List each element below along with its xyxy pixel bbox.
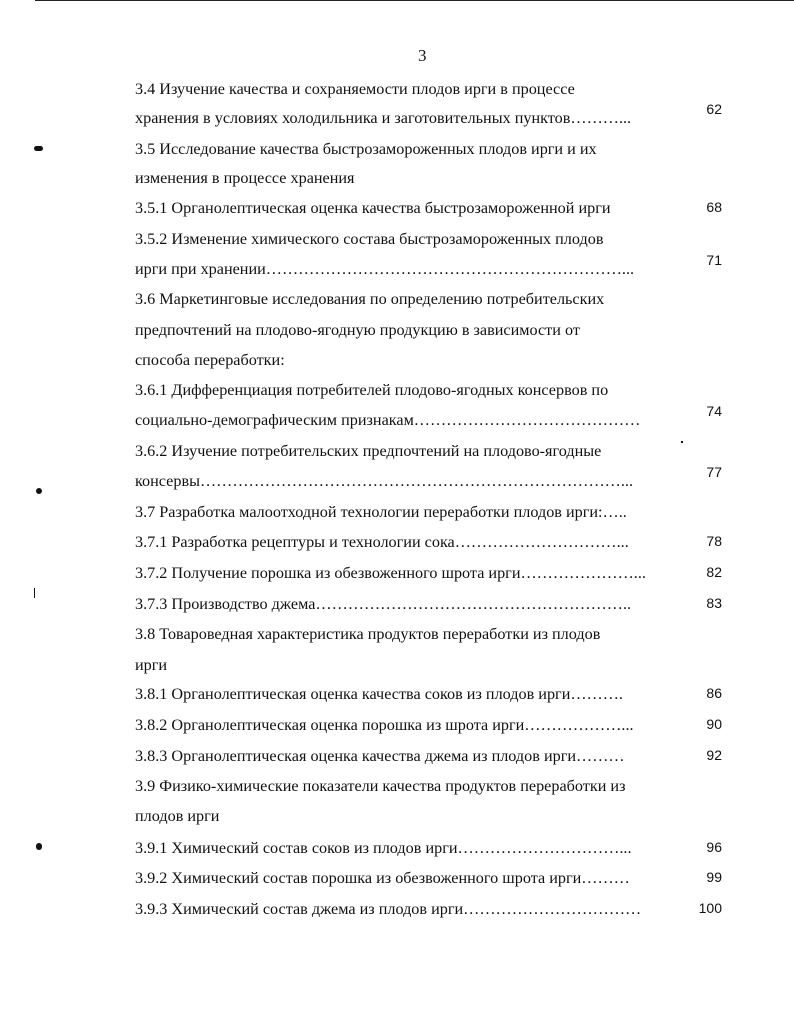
toc-page-number: 78 [706,533,722,549]
toc-entry-line: консервы……………………………………………………………………... [135,472,633,490]
page-number: 3 [418,46,427,65]
scan-speck [681,441,683,443]
toc-entry-line: 3.5.2 Изменение химического состава быстрозамороженных плодов [135,230,604,248]
toc-entry-line: 3.9.3 Химический состав джема из плодов ирги…………………………… [135,900,642,918]
toc-entry-line: 3.7.1 Разработка рецептуры и технологии сока…………………………... [135,533,629,551]
toc-entry-line: 3.5.1 Органолептическая оценка качества быстрозамороженной ирги [135,199,611,217]
toc-entry-line: 3.8.2 Органолептическая оценка порошка из шрота ирги………………... [135,716,634,734]
toc-entry-line: хранения в условиях холодильника и заготовительных пунктов………... [135,109,632,127]
toc-page-number: 68 [706,199,722,215]
toc-entry-line: ирги [135,656,168,674]
toc-entry-line: 3.8.3 Органолептическая оценка качества джема из плодов ирги……… [135,747,625,765]
toc-entry-line: 3.6.1 Дифференциация потребителей плодово-ягодных консервов по [135,381,609,399]
toc-entry-line: 3.6 Маркетинговые исследования по определению потребительских [135,290,605,308]
toc-page-number: 83 [706,595,722,611]
toc-page-number: 90 [706,716,722,732]
toc-page-number: 100 [698,900,722,916]
toc-page-number: 77 [706,464,722,480]
toc-entry-line: 3.9 Физико-химические показатели качества продуктов переработки из [135,777,626,795]
punch-mark [36,488,42,494]
toc-entry-line: изменения в процессе хранения [135,169,355,187]
top-border-line [35,0,794,1]
toc-entry-line: предпочтений на плодово-ягодную продукцию в зависимости от [135,321,580,339]
toc-entry-line: 3.9.1 Химический состав соков из плодов ирги…………………………... [135,839,632,857]
toc-entry-line: 3.8.1 Органолептическая оценка качества соков из плодов ирги………. [135,685,623,703]
toc-page-number: 71 [706,252,722,268]
toc-entry-line: 3.7.2 Получение порошка из обезвоженного шрота ирги…………………... [135,564,646,582]
toc-page-number: 92 [706,747,722,763]
toc-page-number: 62 [706,101,722,117]
toc-entry-line: 3.7 Разработка малоотходной технологии переработки плодов ирги:….. [135,503,627,521]
punch-mark [36,843,42,850]
toc-entry-line: способа переработки: [135,351,285,369]
toc-entry-line: социально-демографическим признакам…………………………………… [135,411,641,429]
toc-entry-line: 3.8 Товароведная характеристика продуктов переработки из плодов [135,625,601,643]
toc-entry-line: 3.5 Исследование качества быстрозамороженных плодов ирги и их [135,140,597,158]
toc-page-number: 99 [706,869,722,885]
toc-entry-line: 3.9.2 Химический состав порошка из обезвоженного шрота ирги……… [135,869,630,887]
toc-page-number: 82 [706,564,722,580]
punch-mark [34,146,43,151]
toc-entry-line: плодов ирги [135,807,220,825]
toc-page-number: 86 [706,685,722,701]
toc-entry-line: 3.6.2 Изучение потребительских предпочтений на плодово-ягодные [135,442,602,460]
toc-entry-line: ирги при хранении…………………………………………………………... [135,260,635,278]
toc-entry-line: 3.4 Изучение качества и сохраняемости плодов ирги в процессе [135,80,575,98]
scan-speck [34,588,35,598]
toc-entry-line: 3.7.3 Производство джема………………………………………………….. [135,595,632,613]
toc-page-number: 74 [706,403,722,419]
toc-page-number: 96 [706,839,722,855]
